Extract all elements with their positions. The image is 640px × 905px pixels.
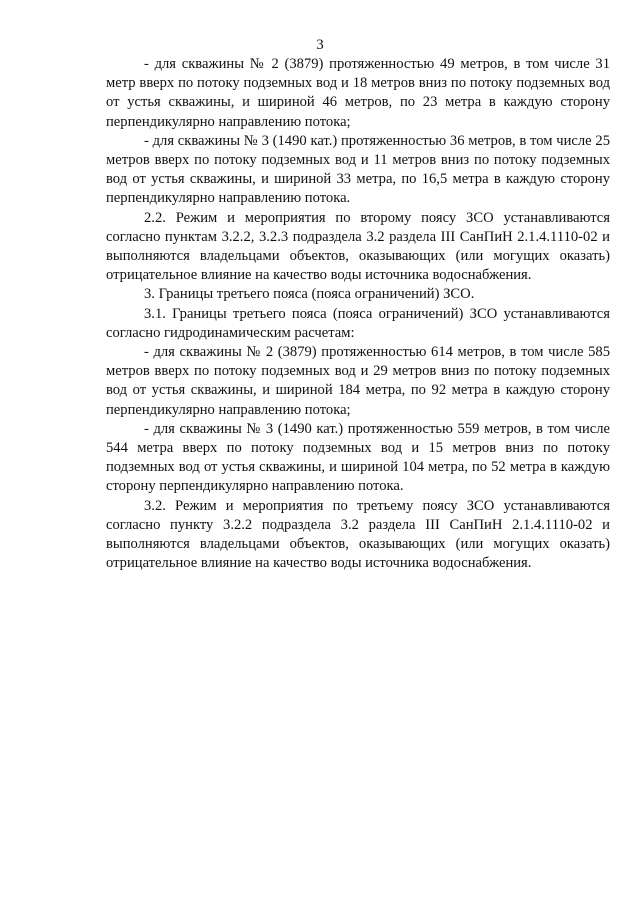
section-heading-third-belt: 3. Границы третьего пояса (пояса ограничений) ЗСО. <box>144 286 475 303</box>
document-body <box>106 55 610 573</box>
paragraph-third-belt-regime: 3.2. Режим и мероприятия по третьему поясу ЗСО устанавливаются согласно пункту 3.2.2 подраздела 3.2 раздела III СанПиН 2.1.4.1110-02 и выполняются владельцами объектов, оказывающих (или могущих оказать) отрицательное влияние на качество воды источника водоснабжения. <box>106 497 610 572</box>
paragraph-well-3-second-belt: - для скважины № 3 (1490 кат.) протяженностью 36 метров, в том числе 25 метров вверх по потоку подземных вод и 11 метров вниз по потоку подземных вод от устья скважины, и шириной 33 метра, по 16,5 метра в каждую сторону перпендикулярно направлению потока. <box>106 132 610 207</box>
paragraph-second-belt-regime: 2.2. Режим и мероприятия по второму поясу ЗСО устанавливаются согласно пунктам 3.2.2, 3.2.3 подраздела 3.2 раздела III СанПиН 2.1.4.1110-02 и выполняются владельцами объектов, оказывающих (или могущих оказать) отрицательное влияние на качество воды источника водоснабжения. <box>106 209 610 284</box>
paragraph-well-2-second-belt: - для скважины № 2 (3879) протяженностью 49 метров, в том числе 31 метр вверх по потоку подземных вод и 18 метров вниз по потоку подземных вод от устья скважины, и шириной 46 метров, по 23 метра в каждую сторону перпендикулярно направлению потока; <box>106 56 610 130</box>
page-number: 3 <box>316 37 324 53</box>
paragraph-well-3-third-belt: - для скважины № 3 (1490 кат.) протяженностью 559 метров, в том числе 544 метра вверх по потоку подземных вод и 15 метров вниз по потоку подземных вод от устья скважины, и шириной 104 метра, по 52 метра в каждую сторону перпендикулярно направлению потока. <box>106 420 610 495</box>
paragraph-third-belt-boundaries: 3.1. Границы третьего пояса (пояса ограничений) ЗСО устанавливаются согласно гидродинамическим расчетам: <box>106 305 610 341</box>
paragraph-well-2-third-belt: - для скважины № 2 (3879) протяженностью 614 метров, в том числе 585 метров вверх по потоку подземных вод и 29 метров вниз по потоку подземных вод от устья скважины, и шириной 184 метра, по 92 метра в каждую сторону перпендикулярно направлению потока; <box>106 344 610 418</box>
